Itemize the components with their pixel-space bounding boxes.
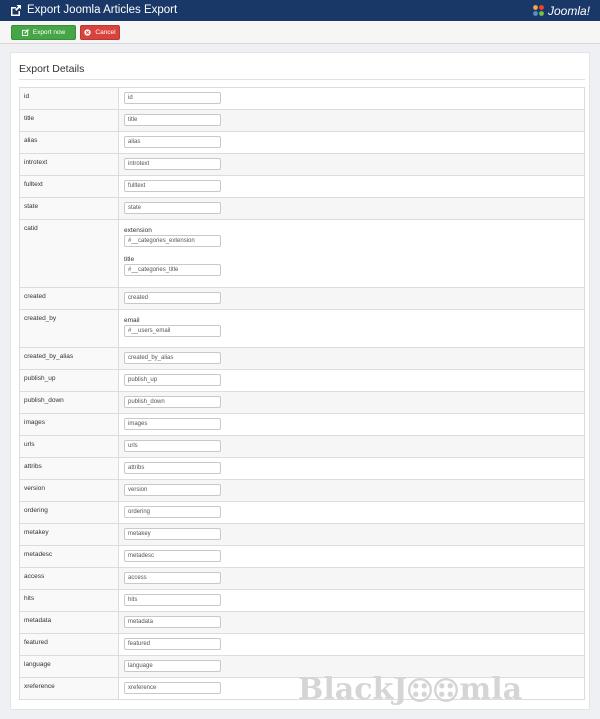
- watermark-text-start: BlackJ: [298, 672, 408, 707]
- export-now-label: Export now: [32, 29, 66, 36]
- field-mapping-cell: [119, 414, 585, 436]
- field-input[interactable]: xreference: [124, 682, 221, 694]
- field-name: hits: [20, 590, 119, 612]
- field-input[interactable]: title: [124, 114, 221, 126]
- field-mapping-cell: [119, 458, 585, 480]
- field-name: access: [20, 568, 119, 590]
- field-row-created: [20, 288, 585, 310]
- external-link-icon: [10, 4, 22, 16]
- field-name: alias: [20, 132, 119, 154]
- field-name: created: [20, 288, 119, 310]
- field-input[interactable]: #__users_email: [124, 325, 221, 337]
- field-input[interactable]: alias: [124, 136, 221, 148]
- subfield-label: extension: [124, 227, 152, 234]
- joomla-brand: [531, 2, 590, 19]
- field-mapping-cell: [119, 546, 585, 568]
- field-mapping-cell: [119, 88, 585, 110]
- joomla-logo-watermark-icon: [408, 678, 432, 702]
- field-input[interactable]: metakey: [124, 528, 221, 540]
- field-name: introtext: [20, 154, 119, 176]
- field-input[interactable]: fulltext: [124, 180, 221, 192]
- field-mapping-cell: [119, 348, 585, 370]
- cancel-label: Cancel: [95, 29, 116, 36]
- field-mapping-cell: [119, 634, 585, 656]
- field-row-created-by: [20, 310, 585, 348]
- field-row-created-by-alias: [20, 348, 585, 370]
- brand-name: Joomla!: [547, 3, 590, 18]
- field-mapping-cell: [119, 568, 585, 590]
- field-mapping-cell: [119, 154, 585, 176]
- field-row-id: [20, 88, 585, 110]
- field-row-catid: [20, 220, 585, 288]
- panel-title: Export Details: [19, 63, 85, 75]
- field-name: attribs: [20, 458, 119, 480]
- field-input[interactable]: version: [124, 484, 221, 496]
- field-name: urls: [20, 436, 119, 458]
- field-name: catid: [20, 220, 119, 288]
- field-name: images: [20, 414, 119, 436]
- field-input[interactable]: created_by_alias: [124, 352, 221, 364]
- field-row-fulltext: [20, 176, 585, 198]
- watermark-text-end: mla: [459, 672, 523, 707]
- export-now-button[interactable]: [11, 25, 76, 40]
- field-input[interactable]: metadata: [124, 616, 221, 628]
- header-bar: [0, 0, 600, 21]
- field-mapping-cell: [119, 220, 585, 288]
- field-name: state: [20, 198, 119, 220]
- fields-table: [19, 87, 585, 700]
- field-mapping-cell: [119, 480, 585, 502]
- field-input[interactable]: ordering: [124, 506, 221, 518]
- field-name: fulltext: [20, 176, 119, 198]
- field-row-metakey: [20, 524, 585, 546]
- field-input[interactable]: id: [124, 92, 221, 104]
- field-mapping-cell: [119, 288, 585, 310]
- field-input[interactable]: featured: [124, 638, 221, 650]
- cancel-button[interactable]: [80, 25, 120, 40]
- field-row-metadesc: [20, 546, 585, 568]
- page-title: Export Joomla Articles Export: [27, 4, 178, 16]
- field-input[interactable]: metadesc: [124, 550, 221, 562]
- field-name: ordering: [20, 502, 119, 524]
- field-row-hits: [20, 590, 585, 612]
- edit-icon: [22, 29, 29, 36]
- field-input[interactable]: urls: [124, 440, 221, 452]
- field-row-introtext: [20, 154, 585, 176]
- field-mapping-cell: [119, 176, 585, 198]
- field-mapping-cell: [119, 612, 585, 634]
- field-row-metadata: [20, 612, 585, 634]
- field-mapping-cell: [119, 132, 585, 154]
- field-mapping-cell: [119, 198, 585, 220]
- field-input[interactable]: created: [124, 292, 221, 304]
- field-mapping-cell: [119, 590, 585, 612]
- field-row-version: [20, 480, 585, 502]
- field-mapping-cell: [119, 392, 585, 414]
- field-name: featured: [20, 634, 119, 656]
- field-name: id: [20, 88, 119, 110]
- subfield-label: email: [124, 317, 140, 324]
- field-input[interactable]: publish_down: [124, 396, 221, 408]
- field-row-access: [20, 568, 585, 590]
- joomla-logo-icon: [531, 3, 546, 18]
- field-mapping-cell: [119, 502, 585, 524]
- field-mapping-cell: [119, 310, 585, 348]
- field-name: metakey: [20, 524, 119, 546]
- field-input[interactable]: language: [124, 660, 221, 672]
- field-input[interactable]: hits: [124, 594, 221, 606]
- field-input[interactable]: publish_up: [124, 374, 221, 386]
- toolbar: [0, 21, 600, 44]
- field-name: xreference: [20, 678, 119, 700]
- field-mapping-cell: [119, 436, 585, 458]
- field-name: version: [20, 480, 119, 502]
- cancel-circle-icon: [84, 29, 91, 36]
- field-input[interactable]: attribs: [124, 462, 221, 474]
- field-row-state: [20, 198, 585, 220]
- field-name: language: [20, 656, 119, 678]
- field-input[interactable]: #__categories_title: [124, 264, 221, 276]
- field-name: metadesc: [20, 546, 119, 568]
- field-name: publish_down: [20, 392, 119, 414]
- field-name: created_by_alias: [20, 348, 119, 370]
- field-input[interactable]: introtext: [124, 158, 221, 170]
- field-row-urls: [20, 436, 585, 458]
- subfield-label: title: [124, 256, 135, 263]
- field-name: publish_up: [20, 370, 119, 392]
- field-row-title: [20, 110, 585, 132]
- field-name: created_by: [20, 310, 119, 348]
- field-mapping-cell: [119, 370, 585, 392]
- export-details-panel: [10, 52, 590, 710]
- field-input[interactable]: #__categories_extension: [124, 235, 221, 247]
- watermark: [298, 672, 522, 708]
- field-row-attribs: [20, 458, 585, 480]
- field-mapping-cell: [119, 110, 585, 132]
- joomla-logo-watermark-icon: [434, 678, 458, 702]
- field-mapping-cell: [119, 524, 585, 546]
- field-row-images: [20, 414, 585, 436]
- field-name: title: [20, 110, 119, 132]
- field-input[interactable]: state: [124, 202, 221, 214]
- field-row-ordering: [20, 502, 585, 524]
- field-row-featured: [20, 634, 585, 656]
- field-row-publish-up: [20, 370, 585, 392]
- field-input[interactable]: access: [124, 572, 221, 584]
- field-row-publish-down: [20, 392, 585, 414]
- panel-divider: [19, 79, 585, 80]
- field-name: metadata: [20, 612, 119, 634]
- field-input[interactable]: images: [124, 418, 221, 430]
- field-row-alias: [20, 132, 585, 154]
